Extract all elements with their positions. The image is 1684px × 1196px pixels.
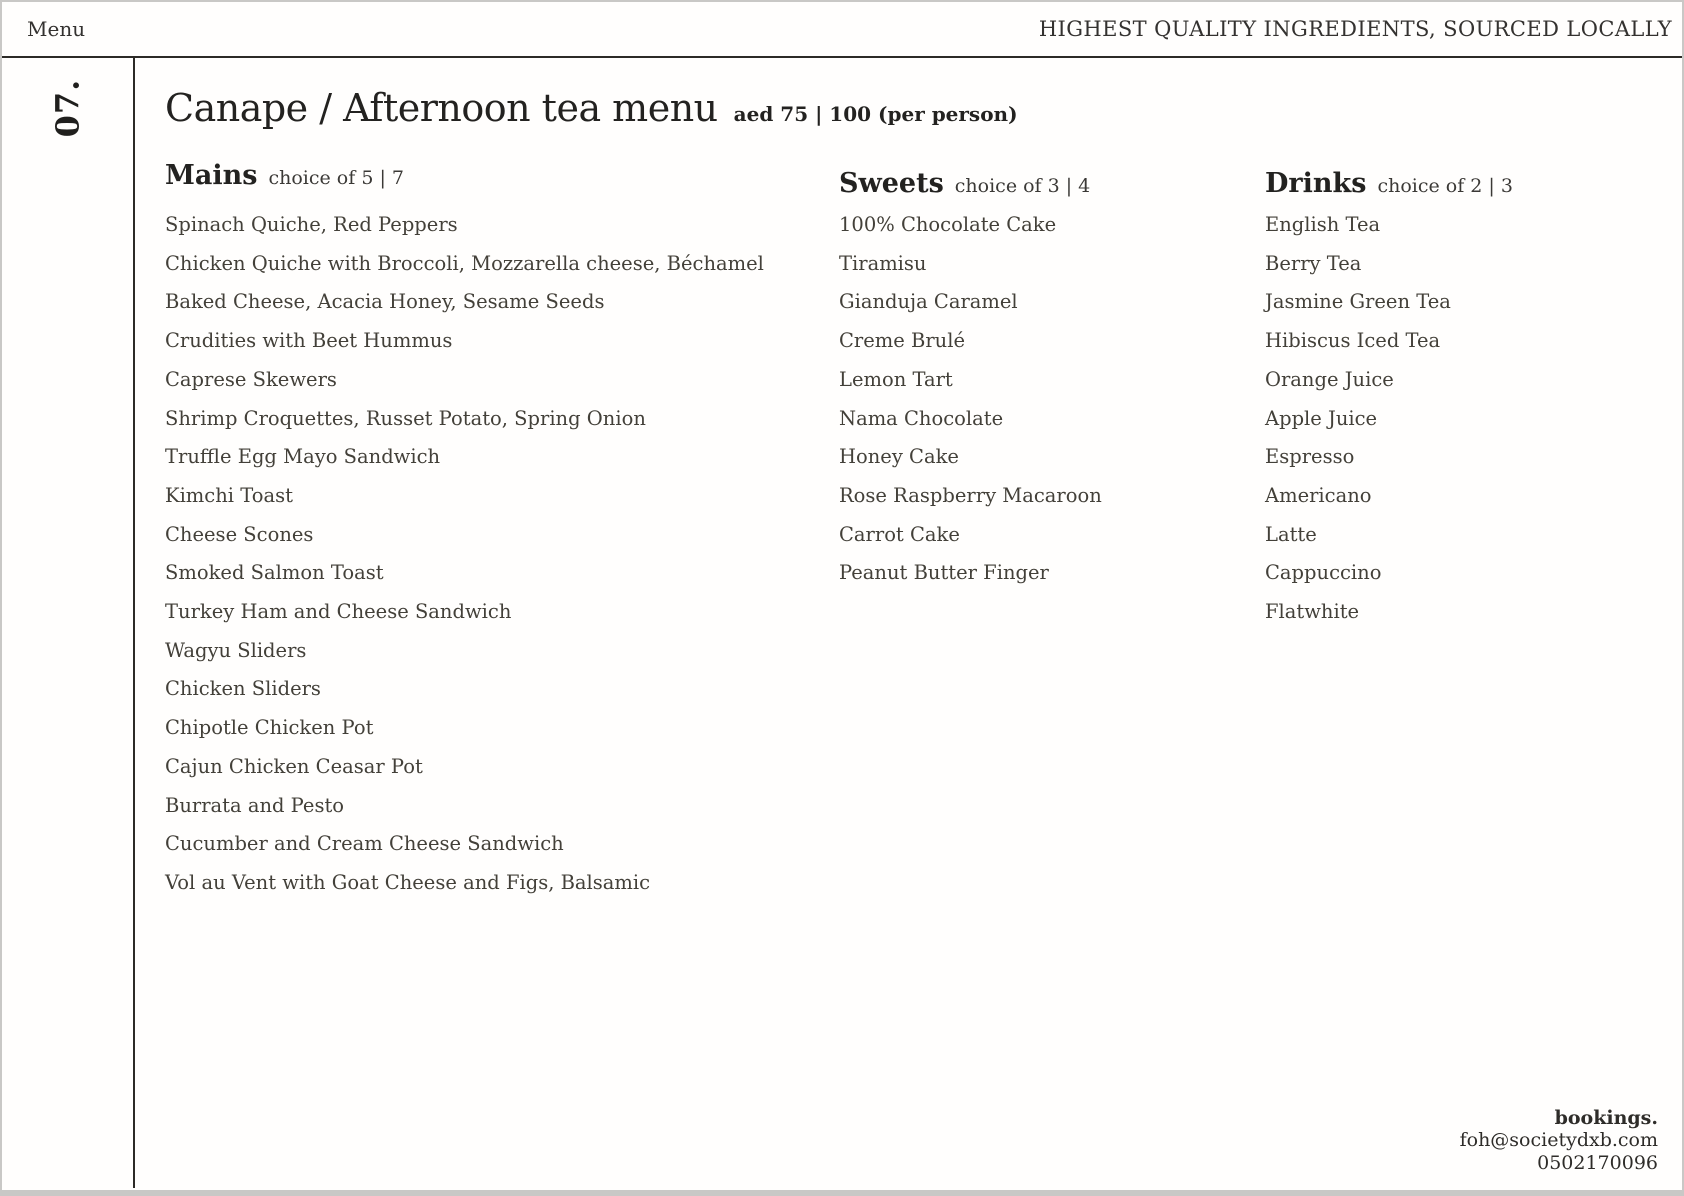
menu-item: Crudities with Beet Hummus [165, 329, 453, 353]
menu-item: Creme Brulé [839, 329, 965, 353]
section-mains-header [165, 160, 839, 206]
section-sweets-header [839, 160, 1265, 206]
menu-item: Truffle Egg Mayo Sandwich [165, 445, 441, 469]
menu-item: Tiramisu [839, 251, 927, 275]
bookings-phone-link[interactable]: 0502170096 [1537, 1151, 1658, 1174]
menu-item: Smoked Salmon Toast [165, 561, 384, 585]
page-title: Canape / Afternoon tea menu [165, 86, 718, 130]
mains-item-list [165, 206, 839, 903]
menu-item: Chicken Sliders [165, 677, 321, 701]
menu-item: Berry Tea [1265, 251, 1362, 275]
title-row [165, 86, 1682, 134]
menu-item: Cucumber and Cream Cheese Sandwich [165, 832, 564, 856]
menu-item: Nama Chocolate [839, 406, 1004, 430]
menu-item: Honey Cake [839, 445, 959, 469]
menu-item: Baked Cheese, Acacia Honey, Sesame Seeds [165, 290, 605, 314]
menu-item: Flatwhite [1265, 600, 1360, 624]
section-sweets-title: Sweets [839, 168, 944, 199]
top-bar [2, 2, 1682, 58]
menu-item: Hibiscus Iced Tea [1265, 329, 1441, 353]
menu-item: Americano [1265, 483, 1372, 507]
menu-item: Lemon Tart [839, 367, 953, 391]
section-mains-title: Mains [165, 160, 258, 191]
menu-columns [165, 160, 1682, 903]
sweets-item-list [839, 206, 1265, 593]
menu-item: Chipotle Chicken Pot [165, 716, 374, 740]
menu-item: Cappuccino [1265, 561, 1382, 585]
section-drinks-title: Drinks [1265, 168, 1367, 199]
menu-item: Orange Juice [1265, 367, 1394, 391]
menu-item: Carrot Cake [839, 522, 960, 546]
menu-item: Caprese Skewers [165, 367, 337, 391]
menu-page [2, 2, 1682, 1190]
menu-item: Vol au Vent with Goat Cheese and Figs, Balsamic [165, 870, 651, 894]
section-sweets-choice: choice of 3 | 4 [954, 175, 1091, 197]
quality-tagline: HIGHEST QUALITY INGREDIENTS, SOURCED LOCALLY [1038, 17, 1672, 41]
content-area [2, 58, 1682, 1188]
menu-item: Wagyu Sliders [165, 638, 307, 662]
menu-item: Kimchi Toast [165, 483, 293, 507]
section-drinks [1265, 160, 1682, 903]
menu-body [135, 58, 1682, 1188]
menu-item: Rose Raspberry Macaroon [839, 483, 1102, 507]
menu-item: Peanut Butter Finger [839, 561, 1049, 585]
price-per-person: aed 75 | 100 (per person) [733, 102, 1018, 126]
menu-item: Jasmine Green Tea [1265, 290, 1451, 314]
section-mains [165, 160, 839, 903]
section-mains-choice: choice of 5 | 7 [268, 167, 404, 189]
menu-item: English Tea [1265, 213, 1381, 236]
menu-item: Spinach Quiche, Red Peppers [165, 213, 458, 236]
menu-item: Chicken Quiche with Broccoli, Mozzarella cheese, Béchamel [165, 251, 764, 275]
menu-item: Gianduja Caramel [839, 290, 1018, 314]
menu-item: Cajun Chicken Ceasar Pot [165, 754, 423, 778]
section-sweets [839, 160, 1265, 903]
left-rail [2, 58, 135, 1188]
menu-item: Turkey Ham and Cheese Sandwich [165, 600, 512, 624]
menu-item: Latte [1265, 522, 1317, 546]
bookings-email-link[interactable]: foh@societydxb.com [1459, 1129, 1658, 1151]
menu-item: Burrata and Pesto [165, 793, 345, 817]
page-number: 07. [48, 78, 87, 138]
menu-item: Cheese Scones [165, 522, 314, 546]
bookings-label: bookings. [1554, 1106, 1658, 1129]
section-drinks-choice: choice of 2 | 3 [1377, 175, 1513, 197]
menu-item: Apple Juice [1265, 406, 1378, 430]
menu-item: 100% Chocolate Cake [839, 213, 1057, 236]
bookings-block [1460, 1107, 1658, 1175]
section-drinks-header [1265, 160, 1682, 206]
menu-item: Shrimp Croquettes, Russet Potato, Spring Onion [165, 406, 646, 430]
drinks-item-list [1265, 206, 1682, 632]
menu-nav-link[interactable]: Menu [27, 17, 86, 41]
menu-item: Espresso [1265, 445, 1355, 469]
